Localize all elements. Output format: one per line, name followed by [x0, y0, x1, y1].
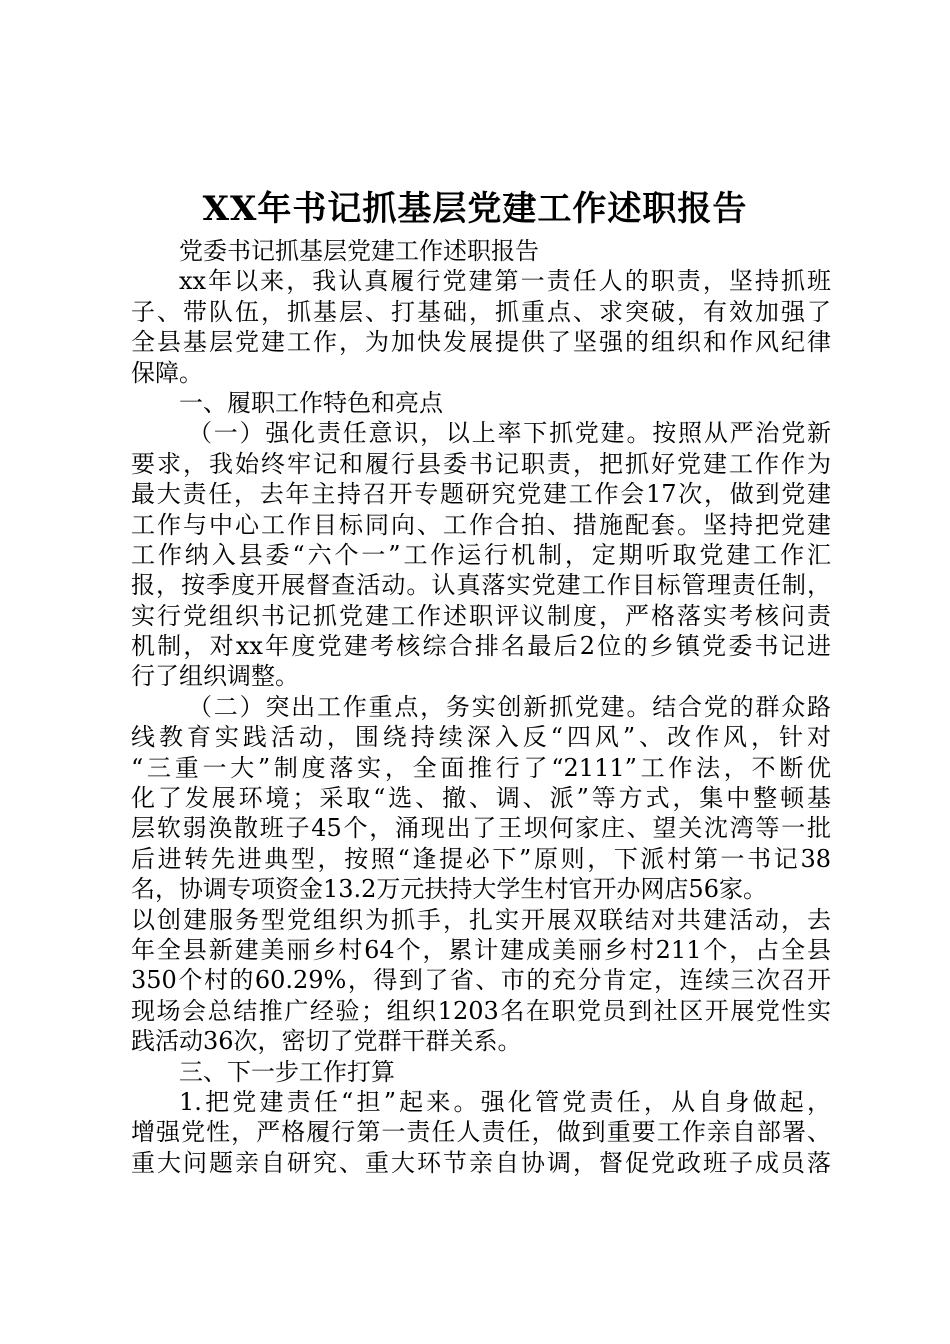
- text-line: “三重一大”制度落实，全面推行了“2111”工作法，不断优: [131, 753, 831, 782]
- text-line: 化了发展环境；采取“选、撤、调、派”等方式，集中整顿基: [131, 784, 831, 813]
- text-line: 三、下一步工作打算: [179, 1057, 395, 1086]
- text-line: 要求，我始终牢记和履行县委书记职责，把抓好党建工作作为: [131, 449, 831, 478]
- text-line: 层软弱涣散班子45个，涌现出了王坝何家庄、望关沈湾等一批: [131, 814, 831, 843]
- document-body: [131, 236, 831, 1178]
- text-line: 工作纳入县委“六个一”工作运行机制，定期听取党建工作汇: [131, 540, 831, 569]
- text-line: 全县基层党建工作，为加快发展提供了坚强的组织和作风纪律: [131, 328, 831, 357]
- text-line: 1.把党建责任“担”起来。强化管党责任，从自身做起，: [179, 1087, 831, 1116]
- text-line: （一）强化责任意识，以上率下抓党建。按照从严治党新: [188, 419, 831, 448]
- text-line: 名，协调专项资金13.2万元扶持大学生村官开办网店56家。: [131, 875, 767, 904]
- text-line: 机制，对xx年度党建考核综合排名最后2位的乡镇党委书记进: [131, 632, 831, 661]
- text-line: 子、带队伍，抓基层、打基础，抓重点、求突破，有效加强了: [131, 297, 831, 326]
- document-title: XX年书记抓基层党建工作述职报告: [202, 189, 748, 229]
- text-line: 保障。: [131, 358, 203, 387]
- text-line: 350个村的60.29%，得到了省、市的充分肯定，连续三次召开: [131, 966, 831, 995]
- text-line: 一、履职工作特色和亮点: [179, 388, 443, 417]
- text-line: xx年以来，我认真履行党建第一责任人的职责，坚持抓班: [179, 267, 831, 296]
- text-line: 年全县新建美丽乡村64个，累计建成美丽乡村211个，占全县: [131, 935, 831, 964]
- text-line: 践活动36次，密切了党群干群关系。: [131, 1027, 522, 1056]
- text-line: 线教育实践活动，围绕持续深入反“四风”、改作风，针对: [131, 723, 831, 752]
- text-line: （二）突出工作重点，务实创新抓党建。结合党的群众路: [188, 692, 831, 721]
- text-line: 后进转先进典型，按照“逢提必下”原则，下派村第一书记38: [131, 844, 831, 873]
- text-line: 最大责任，去年主持召开专题研究党建工作会17次，做到党建: [131, 480, 831, 509]
- text-line: 党委书记抓基层党建工作述职报告: [179, 237, 539, 265]
- text-line: 工作与中心工作目标同向、工作合拍、措施配套。坚持把党建: [131, 510, 831, 539]
- text-line: 增强党性，严格履行第一责任人责任，做到重要工作亲自部署、: [131, 1118, 831, 1147]
- text-line: 实行党组织书记抓党建工作述职评议制度，严格落实考核问责: [131, 601, 831, 630]
- text-line: 行了组织调整。: [131, 662, 299, 691]
- text-line: 以创建服务型党组织为抓手，扎实开展双联结对共建活动，去: [131, 905, 831, 934]
- text-line: 现场会总结推广经验；组织1203名在职党员到社区开展党性实: [131, 996, 831, 1025]
- text-line: 重大问题亲自研究、重大环节亲自协调，督促党政班子成员落: [131, 1148, 831, 1177]
- text-line: 报，按季度开展督查活动。认真落实党建工作目标管理责任制，: [131, 571, 831, 600]
